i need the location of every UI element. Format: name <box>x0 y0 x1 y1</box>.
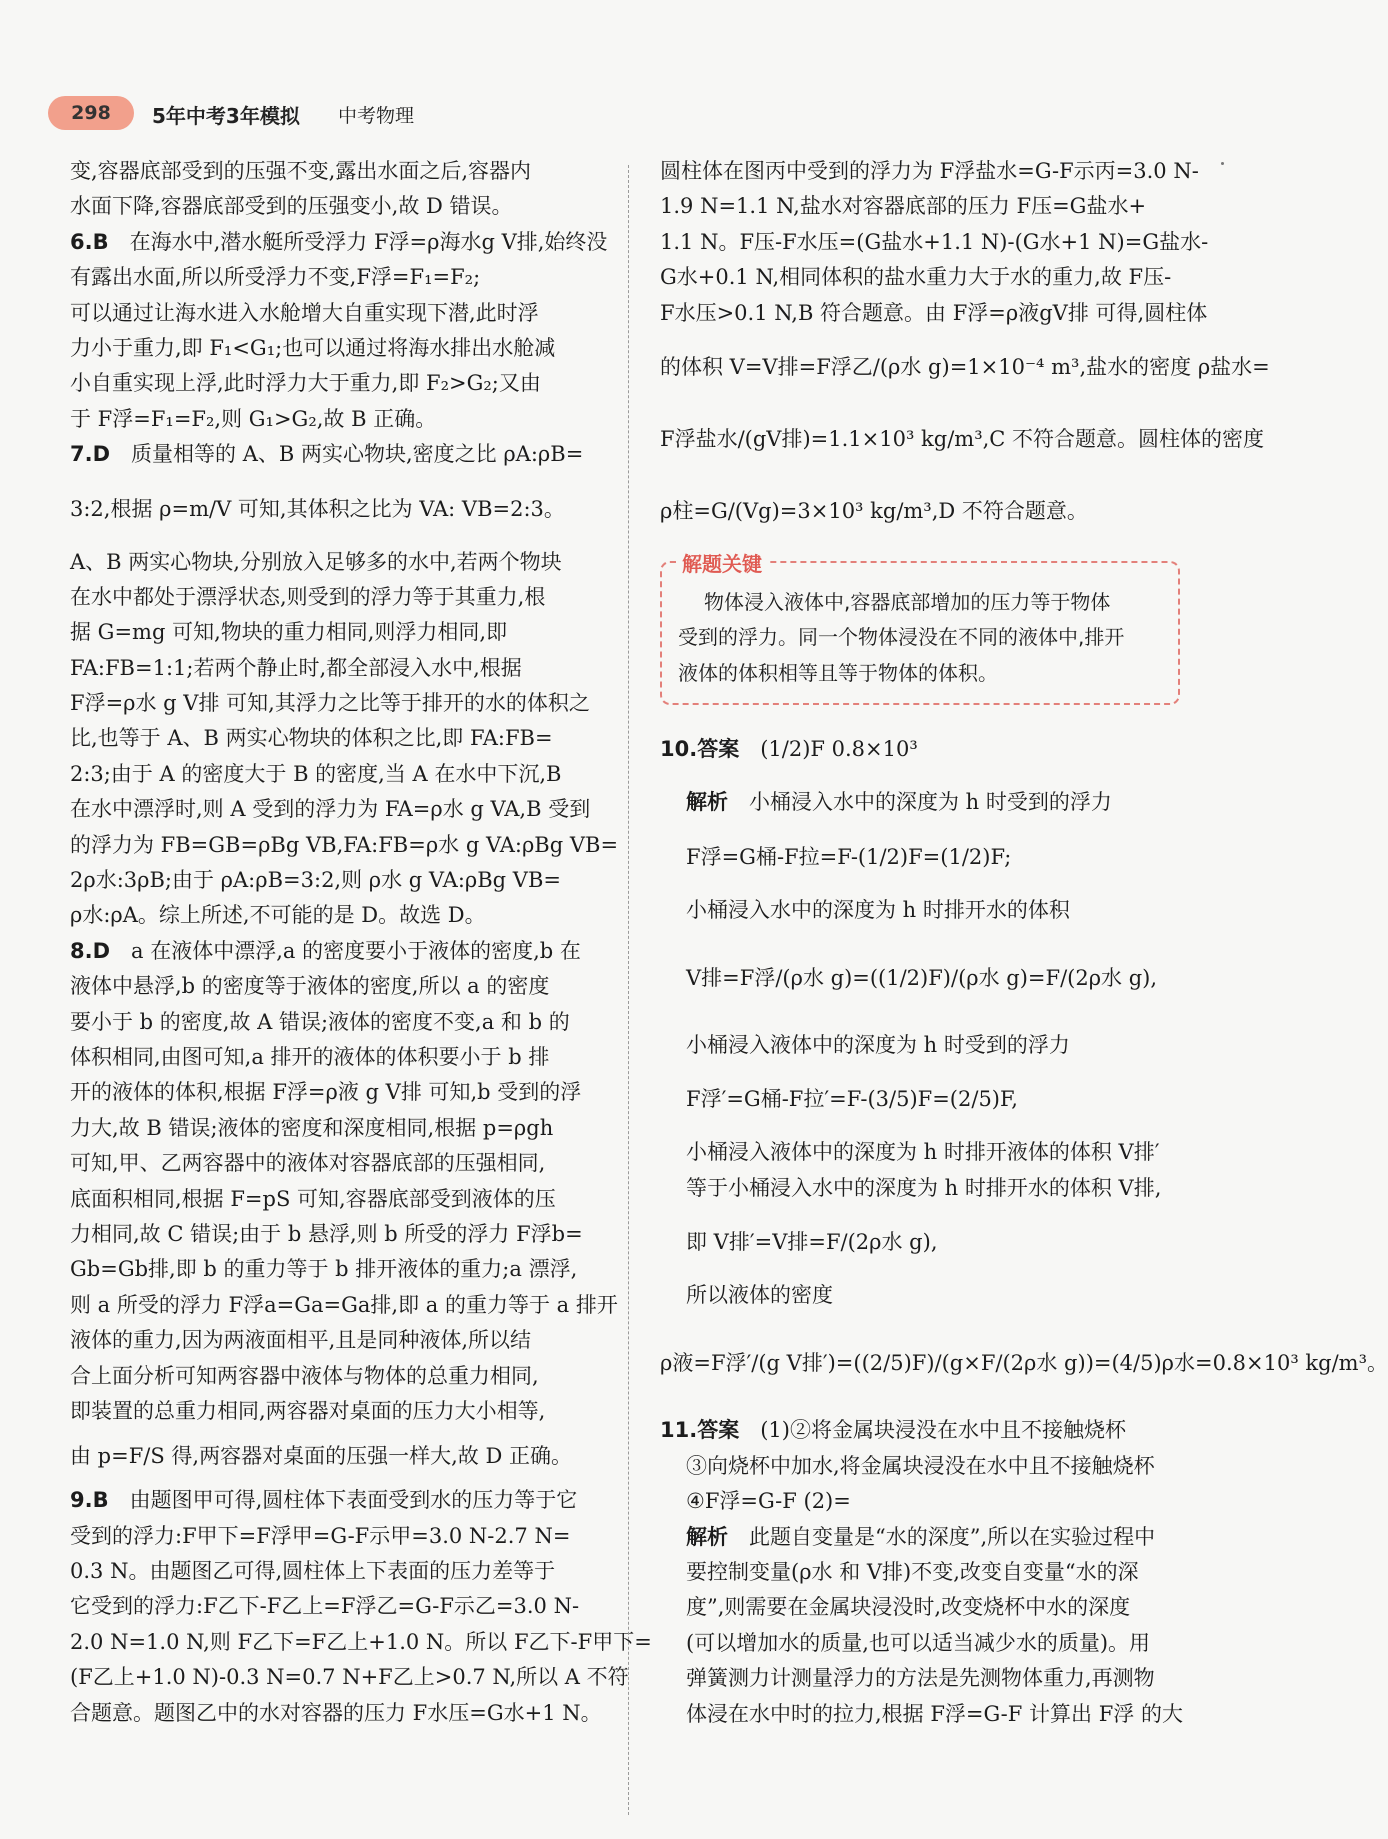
line-text: 由 p=F/S 得,两容器对桌面的压强一样大,故 D 正确。 <box>70 1444 572 1469</box>
text-line <box>70 615 600 650</box>
text-line <box>70 1696 600 1731</box>
text-line <box>70 1359 600 1394</box>
text-line <box>70 331 600 366</box>
right-column-top <box>660 154 1270 547</box>
line-text: 液体的重力,因为两液面相平,且是同种液体,所以结 <box>70 1328 532 1353</box>
line-text: a 在液体中漂浮,a 的密度要小于液体的密度,b 在 <box>131 938 581 963</box>
text-line <box>70 1625 652 1660</box>
line-text: 比,也等于 A、B 两实心物块的体积之比,即 FA:FB= <box>70 726 553 751</box>
text-line <box>660 1028 1192 1063</box>
line-text: 体积相同,由图可知,a 排开的液体的体积要小于 b 排 <box>70 1044 550 1069</box>
question-number: 解析 <box>686 790 728 815</box>
line-text: 小自重实现上浮,此时浮力大于重力,即 F₂>G₂;又由 <box>70 371 541 396</box>
key-tip-title: 解题关键 <box>676 547 768 582</box>
line-text: 变,容器底部受到的压强不变,露出水面之后,容器内 <box>70 159 532 183</box>
line-text: ρ柱=G/(Vg)=3×10³ kg/m³,D 不符合题意。 <box>660 498 1088 523</box>
line-text: 它受到的浮力:F乙下-F乙上=F浮乙=G-F示乙=3.0 N- <box>70 1594 580 1619</box>
line-text: (1/2)F 0.8×10³ <box>760 737 918 762</box>
text-line <box>660 1555 1192 1590</box>
line-text: 据 G=mg 可知,物块的重力相同,则浮力相同,即 <box>70 620 508 645</box>
line-text: 的体积 V=V排=F浮乙/(ρ水 g)=1×10⁻⁴ m³,盐水的密度 ρ盐水= <box>660 354 1270 379</box>
text-line <box>660 403 1265 475</box>
text-line <box>70 473 600 545</box>
text-line <box>70 1005 600 1040</box>
right-column-bottom <box>660 713 1388 1732</box>
text-line <box>70 1323 600 1358</box>
text-line <box>70 1075 600 1110</box>
text-line <box>70 1252 600 1287</box>
text-line <box>70 1040 600 1075</box>
right-column <box>660 154 1388 1732</box>
text-line <box>70 1660 629 1695</box>
line-text: 此题自变量是“水的深度”,所以在实验过程中 <box>749 1524 1156 1549</box>
line-text: 则 a 所受的浮力 F浮a=Ga=Ga排,即 a 的重力等于 a 排开 <box>70 1292 618 1317</box>
question-number: 9.B <box>70 1488 109 1513</box>
line-text: 2:3;由于 A 的密度大于 B 的密度,当 A 在水中下沉,B <box>70 761 562 786</box>
text-line <box>660 296 1208 331</box>
text-line <box>70 1483 600 1518</box>
line-text: Gb=Gb排,即 b 的重力等于 b 排开液体的重力;a 漂浮, <box>70 1257 578 1282</box>
text-line <box>70 580 600 615</box>
text-line <box>660 475 1192 547</box>
text-line <box>660 785 1192 820</box>
text-line <box>660 1697 1192 1732</box>
line-text: F浮盐水/(gV排)=1.1×10³ kg/m³,C 不符合题意。圆柱体的密度 <box>660 426 1265 451</box>
line-text: FA:FB=1:1;若两个静止时,都全部浸入水中,根据 <box>70 655 522 680</box>
line-text: 等于小桶浸入水中的深度为 h 时排开水的体积 V排, <box>686 1175 1162 1200</box>
line-text: 受到的浮力:F甲下=F浮甲=G-F示甲=3.0 N-2.7 N= <box>70 1523 571 1548</box>
line-text: (可以增加水的质量,也可以适当减少水的质量)。用 <box>686 1630 1151 1655</box>
line-text: 由题图甲可得,圆柱体下表面受到水的压力等于它 <box>129 1488 578 1513</box>
line-text: 力小于重力,即 F₁<G₁;也可以通过将海水排出水舱减 <box>70 335 556 360</box>
text-line <box>70 225 608 260</box>
text-line <box>660 331 1270 403</box>
question-number: 8.D <box>70 938 111 963</box>
text-line <box>660 1063 1192 1135</box>
text-line <box>70 545 600 580</box>
text-line <box>660 821 1192 893</box>
text-line <box>70 1429 600 1483</box>
line-text: 合上面分析可知两容器中液体与物体的总重力相同, <box>70 1363 539 1388</box>
line-text: ρ水:ρA。综上所述,不可能的是 D。故选 D。 <box>70 903 486 928</box>
text-line <box>70 1288 618 1323</box>
text-line <box>70 1111 600 1146</box>
text-line <box>70 402 600 437</box>
line-text: 即装置的总重力相同,两容器对桌面的压力大小相等, <box>70 1398 546 1423</box>
text-line <box>70 437 600 472</box>
text-line <box>660 1661 1192 1696</box>
line-text: 1.9 N=1.1 N,盐水对容器底部的压力 F压=G盐水+ <box>660 194 1147 219</box>
line-text: 弹簧测力计测量浮力的方法是先测物体重力,再测物 <box>686 1666 1155 1691</box>
question-number: 6.B <box>70 229 109 254</box>
question-number: 10.答案 <box>660 737 740 762</box>
text-line <box>70 1519 600 1554</box>
text-line <box>70 934 600 969</box>
text-line <box>660 1278 1192 1313</box>
text-line <box>660 1520 1192 1555</box>
line-text: 度”,则需要在金属块浸没时,改变烧杯中水的深度 <box>686 1595 1131 1620</box>
line-text: 于 F浮=F₁=F₂,则 G₁>G₂,故 B 正确。 <box>70 406 437 431</box>
line-text: 2.0 N=1.0 N,则 F乙下=F乙上+1.0 N。所以 F乙下-F甲下= <box>70 1629 652 1654</box>
line-text: 可知,甲、乙两容器中的液体对容器底部的压强相同, <box>70 1151 546 1176</box>
page-number: 298 <box>48 96 134 130</box>
column-divider <box>628 165 629 1815</box>
line-text: G水+0.1 N,相同体积的盐水重力大于水的重力,故 F压- <box>660 265 1172 290</box>
line-text: 力大,故 B 错误;液体的密度和深度相同,根据 p=ρgh <box>70 1115 554 1140</box>
text-line <box>70 1182 600 1217</box>
text-line <box>660 189 1192 224</box>
key-tip-line: 液体的体积相等且等于物体的体积。 <box>678 660 998 685</box>
line-text: 的浮力为 FB=GB=ρBg VB,FA:FB=ρ水 g VA:ρBg VB= <box>70 832 619 857</box>
line-text: 3:2,根据 ρ=m/V 可知,其体积之比为 VA: VB=2:3。 <box>70 496 565 521</box>
line-text: ρ液=F浮′/(g V排′)=((2/5)F)/(g×F/(2ρ水 g))=(4/5)ρ水=0.8×10³ kg/m³。 <box>660 1351 1388 1376</box>
margin-mark <box>1221 162 1224 165</box>
text-line <box>70 260 600 295</box>
text-line <box>70 898 600 933</box>
line-text: (1)②将金属块浸没在水中且不接触烧杯 <box>760 1418 1126 1443</box>
line-text: 力相同,故 C 错误;由于 b 悬浮,则 b 所受的浮力 F浮b= <box>70 1221 583 1246</box>
line-text: 有露出水面,所以所受浮力不变,F浮=F₁=F₂; <box>70 265 481 290</box>
line-text: 2ρ水:3ρB;由于 ρA:ρB=3:2,则 ρ水 g VA:ρBg VB= <box>70 868 561 893</box>
text-line <box>70 1589 600 1624</box>
text-line <box>70 1217 600 1252</box>
text-line <box>70 721 600 756</box>
line-text: 所以液体的密度 <box>686 1283 833 1308</box>
line-text: 水面下降,容器底部受到的压强变小,故 D 错误。 <box>70 194 513 219</box>
text-line <box>660 1171 1192 1206</box>
text-line <box>70 686 600 721</box>
line-text: F浮′=G桶-F拉′=F-(3/5)F=(2/5)F, <box>686 1087 1018 1112</box>
text-line <box>70 828 619 863</box>
text-line <box>70 1554 600 1589</box>
line-text: 合题意。题图乙中的水对容器的压力 F水压=G水+1 N。 <box>70 1700 602 1725</box>
line-text: 在水中都处于漂浮状态,则受到的浮力等于其重力,根 <box>70 584 546 609</box>
question-number: 11.答案 <box>660 1418 740 1443</box>
line-text: ③向烧杯中加水,将金属块浸没在水中且不接触烧杯 <box>686 1453 1155 1478</box>
question-number: 7.D <box>70 442 111 467</box>
text-line <box>70 651 600 686</box>
line-text: 小桶浸入液体中的深度为 h 时排开液体的体积 V排′ <box>686 1140 1160 1165</box>
text-line <box>660 713 1192 785</box>
line-text: 在海水中,潜水艇所受浮力 F浮=ρ海水g V排,始终没 <box>129 229 608 254</box>
key-tip-line: 物体浸入液体中,容器底部增加的压力等于物体 <box>704 589 1111 614</box>
book-title: 5年中考3年模拟 <box>152 104 300 128</box>
line-text: 小桶浸入液体中的深度为 h 时受到的浮力 <box>686 1032 1070 1057</box>
line-text: 在水中漂浮时,则 A 受到的浮力为 FA=ρ水 g VA,B 受到 <box>70 797 591 822</box>
text-line <box>70 1146 600 1181</box>
text-line <box>70 366 600 401</box>
line-text: 要小于 b 的密度,故 A 错误;液体的密度不变,a 和 b 的 <box>70 1009 570 1034</box>
text-line <box>660 154 1199 189</box>
line-text: 开的液体的体积,根据 F浮=ρ液 g V排 可知,b 受到的浮 <box>70 1080 582 1105</box>
line-text: 可以通过让海水进入水舱增大自重实现下潜,此时浮 <box>70 300 539 325</box>
line-text: F浮=ρ水 g V排 可知,其浮力之比等于排开的水的体积之 <box>70 691 590 716</box>
line-text: 底面积相同,根据 F=pS 可知,容器底部受到液体的压 <box>70 1186 556 1211</box>
text-line <box>70 969 600 1004</box>
key-tip-line: 受到的浮力。同一个物体浸没在不同的液体中,排开 <box>678 625 1125 650</box>
line-text: 小桶浸入水中的深度为 h 时受到的浮力 <box>749 790 1112 815</box>
text-line <box>70 154 600 189</box>
key-tip-box <box>660 551 1180 705</box>
text-line <box>70 757 600 792</box>
line-text: ④F浮=G-F (2)= <box>686 1489 851 1514</box>
subject-title: 中考物理 <box>338 105 415 127</box>
text-line <box>70 792 600 827</box>
text-line <box>660 928 1192 1028</box>
line-text: A、B 两实心物块,分别放入足够多的水中,若两个物块 <box>70 549 562 574</box>
line-text: 0.3 N。由题图乙可得,圆柱体上下表面的压力差等于 <box>70 1559 556 1584</box>
line-text: 即 V排′=V排=F/(2ρ水 g), <box>686 1230 938 1255</box>
line-text: 1.1 N。F压-F水压=(G盐水+1.1 N)-(G水+1 N)=G盐水- <box>660 229 1209 254</box>
question-number: 解析 <box>686 1524 728 1549</box>
page-header <box>48 96 548 132</box>
line-text: 圆柱体在图丙中受到的浮力为 F浮盐水=G-F示丙=3.0 N- <box>660 159 1199 183</box>
line-text: 液体中悬浮,b 的密度等于液体的密度,所以 a 的密度 <box>70 974 550 999</box>
text-line <box>70 1394 600 1429</box>
line-text: 质量相等的 A、B 两实心物块,密度之比 ρA:ρB= <box>131 442 584 467</box>
text-line <box>70 863 600 898</box>
text-line <box>70 189 600 224</box>
line-text: 要控制变量(ρ水 和 V排)不变,改变自变量“水的深 <box>686 1560 1139 1585</box>
key-tip-lines <box>678 585 1162 691</box>
line-text: F浮=G桶-F拉=F-(1/2)F=(1/2)F; <box>686 844 1012 869</box>
text-line <box>660 1484 1192 1519</box>
left-column <box>70 154 652 1731</box>
text-line <box>660 1626 1192 1661</box>
text-line <box>660 1413 1192 1448</box>
text-line <box>660 260 1192 295</box>
text-line <box>660 1590 1192 1625</box>
line-text: F水压>0.1 N,B 符合题意。由 F浮=ρ液gV排 可得,圆柱体 <box>660 300 1208 325</box>
line-text: (F乙上+1.0 N)-0.3 N=0.7 N+F乙上>0.7 N,所以 A 不符 <box>70 1665 629 1690</box>
line-text: V排=F浮/(ρ水 g)=((1/2)F)/(ρ水 g)=F/(2ρ水 g), <box>686 965 1158 990</box>
text-line <box>660 893 1192 928</box>
text-line <box>660 1206 1192 1278</box>
text-line <box>660 1449 1192 1484</box>
text-line <box>660 225 1209 260</box>
text-line <box>70 296 600 331</box>
line-text: 体浸在水中时的拉力,根据 F浮=G-F 计算出 F浮 的大 <box>686 1701 1183 1726</box>
line-text: 小桶浸入水中的深度为 h 时排开水的体积 <box>686 897 1070 922</box>
text-line <box>660 1313 1388 1413</box>
text-line <box>660 1135 1192 1170</box>
